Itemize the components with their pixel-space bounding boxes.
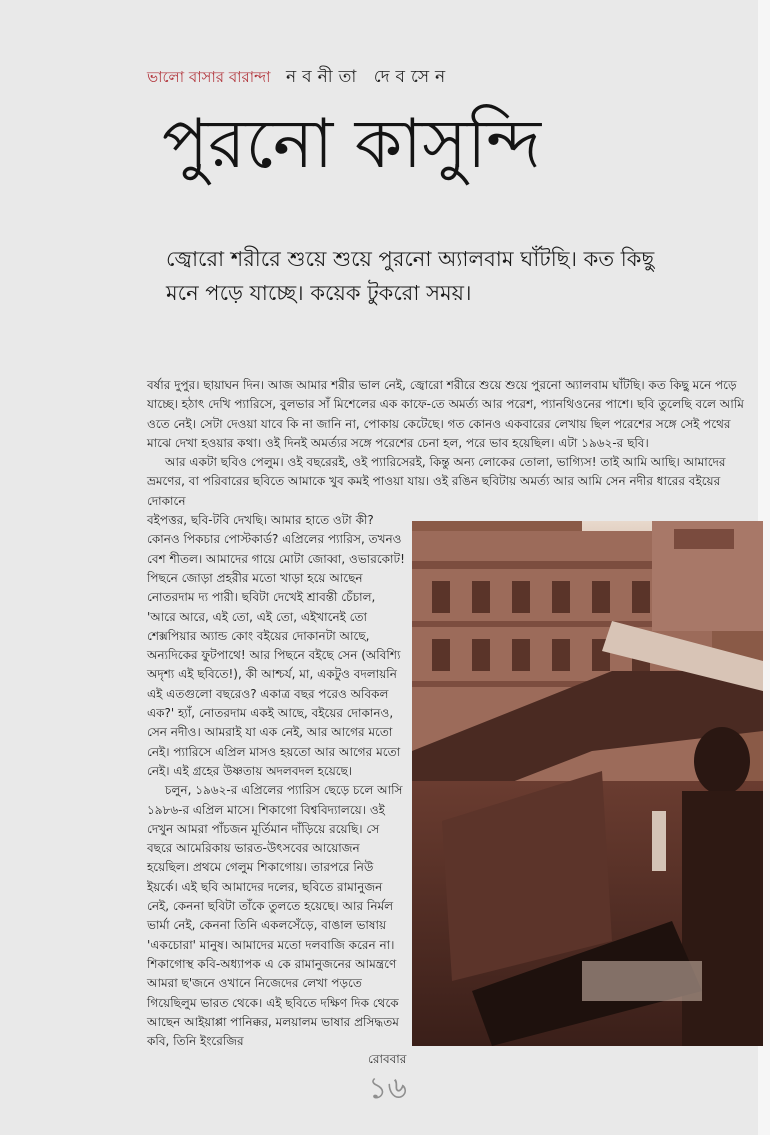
article-title: পুরনো কাসুন্দি (162, 105, 542, 184)
article-intro: জ্বোরো শরীরে শুয়ে শুয়ে পুরনো অ্যালবাম ঘাঁটছি। কত কিছু মনে পড়ে যাচ্ছে। কয়েক টুকরো সময়। (166, 247, 655, 305)
paragraph-3: চলুন, ১৯৬২-র এপ্রিলের প্যারিস ছেড়ে চলে আসি ১৯৮৬-র এপ্রিল মাসে। শিকাগো বিশ্ববিদ্যালয়ে। ওই দেখুন আমরা পাঁচজন মূর্তিমান দাঁড়িয়ে রয়েছি। সে বছরে আমেরিকায় ভারত-উৎসবের আয়োজন হয়েছিল। প্রথমে গেলুম শিকাগোয়। তারপরে নিউ ইয়র্কে। এই ছবি আমাদের দলের, ছবিতে রামানুজন নেই, কেননা ছবিটা তাঁকে তুলতে হয়েছে। আর নির্মল ভার্মা নেই, কেননা তিনি একলসেঁড়ে, বাঙাল ভাষায় 'একচোরা' মানুষ। আমাদের মতো দলবাজি করেন না। শিকাগোস্থ কবি-অধ্যাপক এ কে রামানুজনের আমন্ত্রণে আমরা ছ'জনে ওখানে নিজেদের লেখা পড়তে গিয়েছিলুম ভারত থেকে। এই ছবিতে দক্ষিণ দিক থেকে আছেন আইয়াপ্পা পানিক্কর, মলয়ালম ভাষার প্রসিদ্ধতম কবি, তিনি ইংরেজির (147, 783, 403, 1049)
article-photo (412, 521, 763, 1046)
paragraph-2-cont: বইপত্তর, ছবি-টবি দেখছি। আমার হাতে ওটা কী? কোনও পিকচার পোস্টকার্ড? এপ্রিলের প্যারিস, তখনও বেশ শীতল। আমাদের গায়ে মোটা জোব্বা, ওভারকোট! পিছনে জোড়া প্রহরীর মতো খাড়া হয়ে আছেন নোতরদাম দ্য পারী। ছবিটা দেখেই শ্রাবন্তী চেঁচাল, 'আরে আরে, এই তো, এই তো, এইখানেই তো শেক্সপিয়ার অ্যান্ড কোং বইয়ের দোকানটা আছে, অন্যদিকের ফুটপাথে! আর পিছনে বইছে সেন (অবিশ্যি অদৃশ্য এই ছবিতে!), কী আশ্চর্য, মা, একটুও বদলায়নি এই এতগুলো বছরেও? একাত্র বছর পরেও অবিকল এক?' হ্যাঁ, নোতরদাম একই আছে, বইয়ের দোকানও, সেন নদীও। আমরাই যা এক নেই, আর আগের মতো নেই। প্যারিসে এপ্রিল মাসও হয়তো আর আগের মতো নেই। এই গ্রহের উষ্ণতায় অদলবদল হয়েছে। (147, 513, 405, 778)
paragraph-2-start: আর একটা ছবিও পেলুম। ওই বছরেরই, ওই প্যারিসেরই, কিন্তু অন্য লোকের তোলা, ভাগ্যিস! তাই আমি আছি। আমাদের ভ্রমণের, বা পরিবারের ছবিতে আমাকে খুব কমই পাওয়া যায়। ওই রঙিন ছবিটায় অমর্ত্য আর আমি সেন নদীর ধারের বইয়ের দোকানে (147, 455, 726, 508)
column-label: ভালো বাসার বারান্দা (147, 68, 271, 86)
author-name: নবনীতা দেবসেন (286, 67, 452, 87)
page-number: ১৬ (368, 1071, 407, 1106)
paragraph-1: বর্ষার দুপুর। ছায়াঘন দিন। আজ আমার শরীর ভাল নেই, জ্বোরো শরীরে শুয়ে শুয়ে পুরনো অ্যালবাম ঘাঁটছি। কত কিছু মনে পড়ে যাচ্ছে। হঠাৎ দেখি প্যারিসে, বুলভার সাঁ মিশেলের এক কাফে-তে অমর্ত্য আর পরেশ, প্যানথিওনের পাশে। ছবি তুলেছি বলে আমি ওতে নেই। সেটা দেওয়া যাবে কি না জানি না, পোকায় কেটেছে। গত কোনও একবারের লেখায় ছিল পরেশের সঙ্গে সেই পথের মাঝে দেখা হওয়ার কথা। ওই দিনই অমর্ত্যর সঙ্গে পরেশের চেনা হল, পরে ভাব হয়েছিল। এটা ১৯৬২-র ছবি। (147, 378, 744, 450)
photo-icon (412, 521, 763, 1046)
magazine-name: রোববার (368, 1052, 407, 1066)
